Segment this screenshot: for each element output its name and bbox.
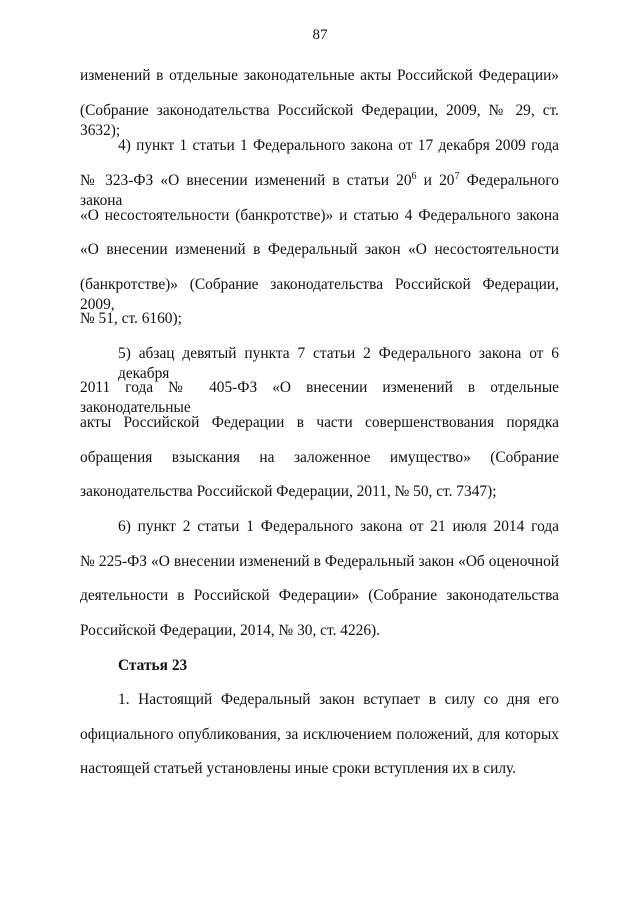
text-line: настоящей статьей установлены иные сроки вступления их в силу. xyxy=(80,760,517,777)
text-line: обращения взыскания на заложенное имущество» (Собрание xyxy=(80,449,559,466)
text-line: 6) пункт 2 статьи 1 Федерального закона от 21 июля 2014 года xyxy=(118,518,559,535)
text-line: № 225-ФЗ «О внесении изменений в Федеральный закон «Об оценочной xyxy=(80,553,559,570)
text-line: 5) абзац девятый пункта 7 статьи 2 Федерального закона от 6 декабря xyxy=(118,345,559,382)
text-line: 1. Настоящий Федеральный закон вступает в силу со дня его xyxy=(118,691,559,708)
superscript: 7 xyxy=(454,170,460,182)
text-line: «О внесении изменений в Федеральный закон «О несостоятельности xyxy=(80,241,559,258)
superscript: 6 xyxy=(411,170,417,182)
text-line: № 51, ст. 6160); xyxy=(80,310,182,327)
article-heading: Статья 23 xyxy=(118,657,188,674)
text-fragment: Федерального закона xyxy=(80,172,559,209)
text-fragment: № 323-ФЗ «О внесении изменений в статьи 20 xyxy=(80,172,412,189)
text-line: изменений в отдельные законодательные акты Российской Федерации» xyxy=(80,67,559,84)
text-line: 4) пункт 1 статьи 1 Федерального закона от 17 декабря 2009 года xyxy=(118,137,559,154)
text-line: законодательства Российской Федерации, 2011, № 50, ст. 7347); xyxy=(80,483,497,500)
text-line: деятельности в Российской Федерации» (Собрание законодательства xyxy=(80,587,559,604)
text-line: 2011 года № 405-ФЗ «О внесении изменений в отдельные законодательные xyxy=(80,379,559,416)
text-line-with-superscripts xyxy=(80,171,559,211)
text-line: «О несостоятельности (банкротстве)» и статью 4 Федерального закона xyxy=(80,207,559,224)
text-line: Российской Федерации, 2014, № 30, ст. 4226). xyxy=(80,622,381,639)
text-line: (банкротстве)» (Собрание законодательства Российской Федерации, 2009, xyxy=(80,276,559,313)
page-number: 87 xyxy=(312,27,328,43)
text-line: официального опубликования, за исключением положений, для которых xyxy=(80,726,559,743)
text-fragment: и 20 xyxy=(416,172,455,189)
text-line: акты Российской Федерации в части совершенствования порядка xyxy=(80,414,559,431)
text-line: (Собрание законодательства Российской Федерации, 2009, № 29, ст. 3632); xyxy=(80,102,559,139)
